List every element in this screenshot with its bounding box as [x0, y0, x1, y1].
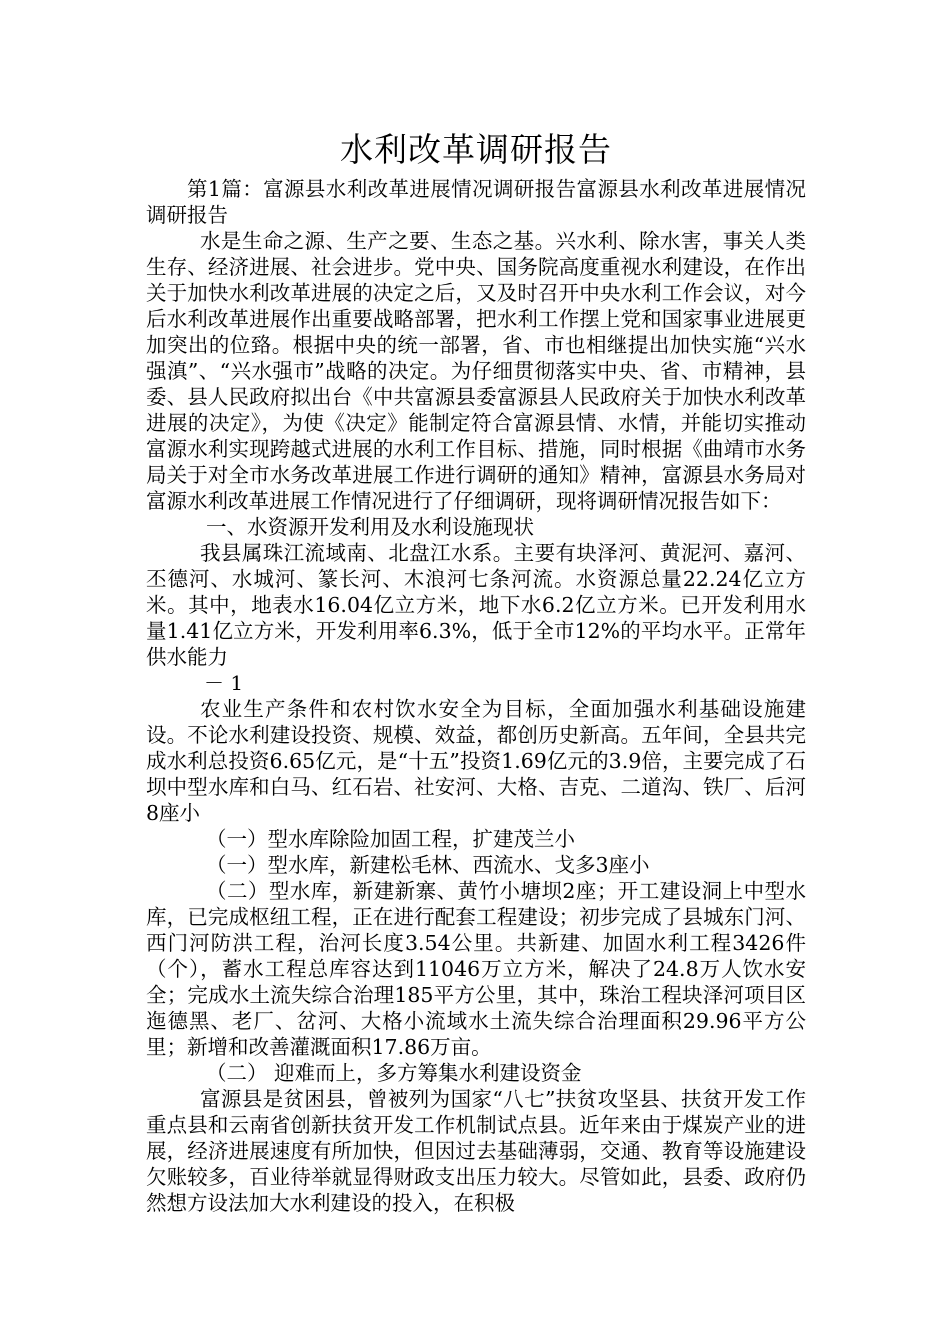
section-heading-water-resources: 一、水资源开发利用及水利设施现状: [206, 515, 534, 539]
page-number: － 1: [204, 671, 244, 695]
paragraph-reservoir-new: （一）型水库，新建松毛林、西流水、戈多3座小: [206, 853, 650, 877]
paragraph-reservoir-reinforcement: （一）型水库除险加固工程，扩建茂兰小: [206, 827, 575, 851]
section-heading-funding: （二） 迎难而上，多方筹集水利建设资金: [206, 1061, 582, 1085]
paragraph-water-resources: 我县属珠江流域南、北盘江水系。主要有块泽河、黄泥河、嘉河、丕德河、水城河、篆长河、木浪河七条河流。水资源总量22.24亿立方米。其中，地表水16.04亿立方米，地下水6.2亿立方米。已开发利用水量1.41亿立方米，开发利用率6.3%，低于全市12%的平均水平。正常年供水能力: [146, 541, 806, 669]
document-title: 水利改革调研报告: [340, 130, 612, 169]
paragraph-funding: 富源县是贫困县，曾被列为国家“八七”扶贫攻坚县、扶贫开发工作重点县和云南省创新扶贫开发工作机制试点县。近年来由于煤炭产业的进展，经济进展速度有所加快，但因过去基础薄弱，交通、教育等设施建设欠账较多，百业待举就显得财政支出压力较大。尽管如此，县委、政府仍然想方设法加大水利建设的投入，在积极: [146, 1087, 806, 1215]
paragraph-reservoir-projects: （二）型水库，新建新寨、黄竹小塘坝2座；开工建设洞上中型水库，已完成枢纽工程，正在进行配套工程建设；初步完成了县城东门河、西门河防洪工程，治河长度3.54公里。共新建、加固水利工程3426件（个），蓄水工程总库容达到11046万立方米，解决了24.8万人饮水安全；完成水土流失综合治理185平方公里，其中，珠治工程块泽河项目区迤德黑、老厂、岔河、大格小流域水土流失综合治理面积29.96平方公里；新增和改善灌溉面积17.86万亩。: [146, 879, 806, 1059]
paragraph-article-heading: 第1篇：富源县水利改革进展情况调研报告富源县水利改革进展情况调研报告: [146, 177, 806, 227]
paragraph-investment: 农业生产条件和农村饮水安全为目标，全面加强水利基础设施建设。不论水利建设投资、规模、效益，都创历史新高。五年间，全县共完成水利总投资6.65亿元，是“十五”投资1.69亿元的3.9倍，主要完成了石坝中型水库和白马、红石岩、社安河、大格、吉克、二道沟、铁厂、后河8座小: [146, 697, 806, 825]
paragraph-intro: 水是生命之源、生产之要、生态之基。兴水利、除水害，事关人类生存、经济进展、社会进步。党中央、国务院高度重视水利建设，在作出关于加快水利改革进展的决定之后，又及时召开中央水利工作会议，对今后水利改革进展作出重要战略部署，把水利工作摆上党和国家事业进展更加突出的位臵。根据中央的统一部署，省、市也相继提出加快实施“兴水强滇”、“兴水强市”战略的决定。为仔细贯彻落实中央、省、市精神，县委、县人民政府拟出台《中共富源县委富源县人民政府关于加快水利改革进展的决定》，为使《决定》能制定符合富源县情、水情，并能切实推动富源水利实现跨越式进展的水利工作目标、措施，同时根据《曲靖市水务局关于对全市水务改革进展工作进行调研的通知》精神，富源县水务局对富源水利改革进展工作情况进行了仔细调研，现将调研情况报告如下：: [146, 229, 806, 513]
document-page: [146, 128, 806, 1216]
